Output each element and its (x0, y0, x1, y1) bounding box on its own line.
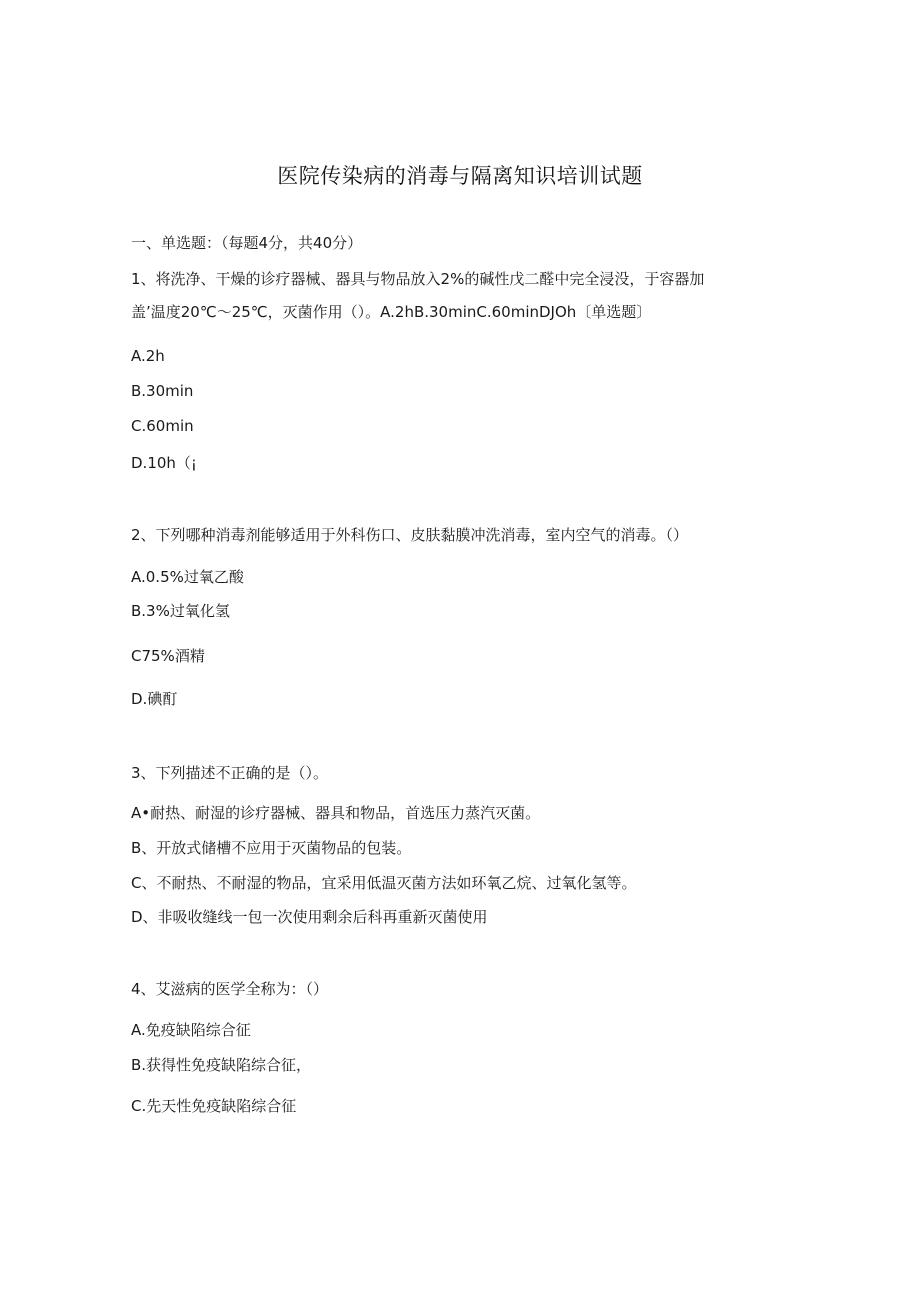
question-4-stem: 4、艾滋病的医学全称为：（） (131, 980, 329, 998)
question-3-option-a: A•耐热、耐湿的诊疗器械、器具和物品，首选压力蒸汽灭菌。 (131, 804, 541, 822)
question-3-stem: 3、下列描述不正确的是（）。 (131, 764, 329, 782)
question-1-stem-line-2: 盖’温度20℃～25℃，灭菌作用（）。A.2hB.30minC.60minDJOh〔单选题〕 (131, 303, 652, 321)
question-1-option-c: C.60min (131, 417, 194, 435)
question-4-option-b: B.获得性免疫缺陷综合征， (131, 1056, 312, 1074)
question-1-stem-line-1: 1、将洗净、干燥的诊疗器械、器具与物品放入2%的碱性戊二醛中完全浸没，于容器加 (131, 270, 705, 288)
question-1-option-b: B.30min (131, 382, 194, 400)
question-4-option-a: A.免疫缺陷综合征 (131, 1021, 251, 1039)
question-2-option-a: A.0.5%过氧乙酸 (131, 568, 244, 586)
question-3-option-d: D、非吸收缝线一包一次使用剩余后科再重新灭菌使用 (131, 908, 488, 926)
question-2-stem: 2、下列哪种消毒剂能够适用于外科伤口、皮肤黏膜冲洗消毒，室内空气的消毒。（） (131, 526, 689, 544)
question-1-option-a: A.2h (131, 347, 165, 365)
question-3-option-b: B、开放式储槽不应用于灭菌物品的包装。 (131, 839, 412, 857)
question-2-option-c: C75%酒精 (131, 647, 205, 665)
question-3-option-c: C、不耐热、不耐湿的物品，宜采用低温灭菌方法如环氧乙烷、过氧化氢等。 (131, 874, 637, 892)
section-heading: 一、单选题：（每题4分，共40分） (131, 234, 363, 252)
question-2-option-d: D.碘酊 (131, 690, 178, 708)
question-1-option-d: D.10h（¡ (131, 454, 197, 472)
question-4-option-c: C.先天性免疫缺陷综合征 (131, 1097, 297, 1115)
question-2-option-b: B.3%过氧化氢 (131, 602, 230, 620)
page-title: 医院传染病的消毒与隔离知识培训试题 (277, 164, 643, 188)
